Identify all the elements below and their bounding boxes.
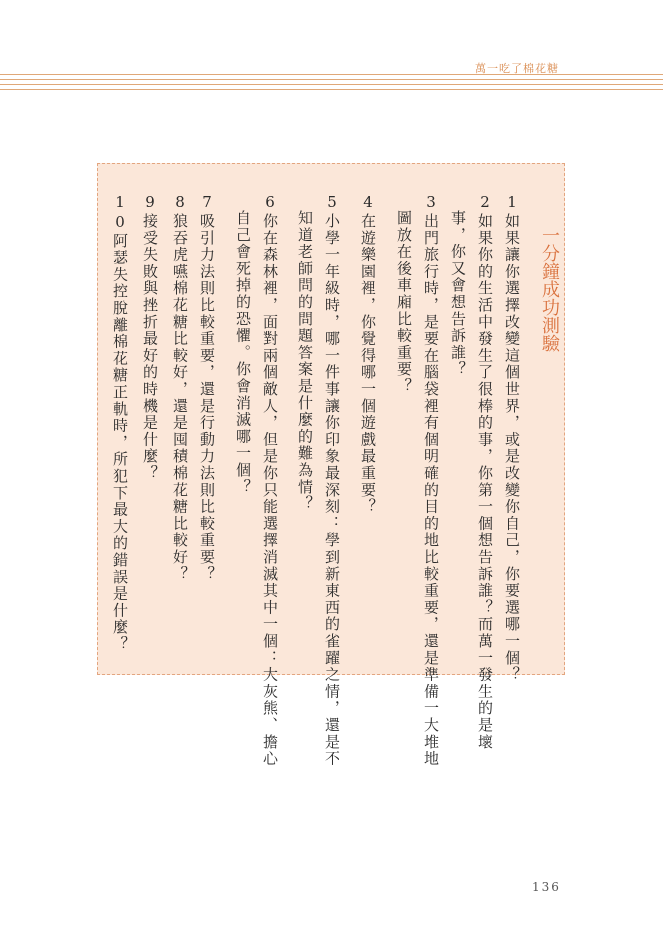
quiz-line: 事，你又會想告訴誰？ (449, 193, 467, 378)
quiz-line: 7吸引力法則比較重要，還是行動力法則比較重要？ (198, 193, 216, 583)
quiz-line: 3出門旅行時，是要在腦袋裡有個明確的目的地比較重要，還是準備一大堆地 (422, 193, 440, 768)
quiz-line: 2如果你的生活中發生了很棒的事，你第一個想告訴誰？而萬一發生的是壞 (476, 193, 494, 751)
quiz-title: 一分鐘成功測驗 (539, 226, 560, 352)
page-number: 136 (532, 880, 561, 894)
running-header-title: 萬一吃了棉花糖 (475, 62, 559, 75)
quiz-line: 4在遊樂園裡，你覺得哪一個遊戲最重要？ (359, 193, 377, 516)
quiz-line: 5小學一年級時，哪一件事讓你印象最深刻：學到新東西的雀躍之情，還是不 (323, 193, 341, 768)
quiz-line: 10阿瑟失控脫離棉花糖正軌時，所犯下最大的錯誤是什麼？ (111, 193, 129, 653)
header-line (0, 89, 663, 90)
quiz-line: 圖放在後車廂比較重要？ (395, 193, 413, 395)
quiz-line: 自己會死掉的恐懼。你會消滅哪一個？ (234, 193, 252, 496)
header-line (0, 74, 663, 75)
quiz-line: 1如果讓你選擇改變這個世界，或是改變你自己，你要選哪一個？ (503, 193, 521, 684)
header-line (0, 84, 663, 85)
header-line (0, 79, 663, 80)
quiz-line: 9接受失敗與挫折最好的時機是什麼？ (141, 193, 159, 482)
quiz-line: 8狼吞虎嚥棉花糖比較好，還是囤積棉花糖比較好？ (171, 193, 189, 583)
quiz-line: 知道老師問的問題答案是什麼的難為情？ (296, 193, 314, 513)
quiz-line: 6你在森林裡，面對兩個敵人，但是你只能選擇消滅其中一個：大灰熊、擔心 (261, 193, 279, 768)
header-rule (0, 74, 663, 92)
